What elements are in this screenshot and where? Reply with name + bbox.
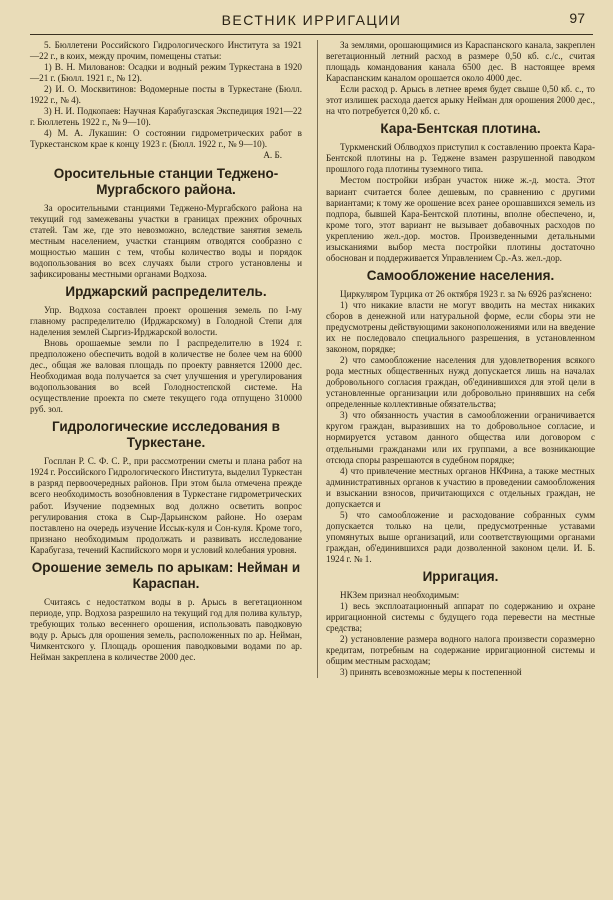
paragraph: 2) И. О. Москвитинов: Водомерные посты в Туркестане (Бюлл. 1922 г., № 4). xyxy=(30,84,302,106)
paragraph: 2) что самообложение населения для удовлетворения всякого рода местных общественных нужд допускается лишь на началах добровольного согласия граждан, об'единившихся для этой цели в установленные организации или добровольно принявших на себя определенные коллективные обязательства; xyxy=(326,355,595,410)
paragraph: 2) установление размера водного налога произвести соразмерно кредитам, потребным на содержание ирригационной системы и общим местным расходам; xyxy=(326,634,595,667)
journal-title: ВЕСТНИК ИРРИГАЦИИ xyxy=(221,12,402,28)
right-column xyxy=(317,40,595,678)
paragraph: 1) весь эксплоатационный аппарат по содержанию и охране ирригационной системы с будущего года перевести на местные средства; xyxy=(326,601,595,634)
section-heading: Кара-Бентская плотина. xyxy=(380,121,541,137)
paragraph: Вновь орошаемые земли по I распределителю в 1924 г. предположено обеспечить водой в количестве не более чем на 6000 дес., общая же валовая площадь по проекту равняется 12000 дес. Необходимая вода получается за счет улучшения и урегулирования водопользования во всей Голодностепской системе. На осуществление проекта по смете текущего года отпущено 310000 руб. зол. xyxy=(30,337,302,415)
paragraph: НКЗем признал необходимым: xyxy=(340,590,460,601)
section-heading: Гидрологические исследования в Туркестане. xyxy=(52,419,280,451)
paragraph: Циркуляром Турцика от 26 октября 1923 г. за № 6926 раз'яснено: xyxy=(340,288,592,299)
section-heading: Оросительные станции Теджено-Мургабского района. xyxy=(53,165,279,197)
paragraph: 3) что обязанность участия в самообложении ограничивается кругом граждан, выразивших на то добровольное согласие, и нормируется уставом данного общества или договором с отдельными гражданами или их группами, а все возникающие отсюда споры разрешаются в судебном порядке; xyxy=(326,410,595,465)
paragraph: 3) Н. И. Подкопаев: Научная Карабугазская Экспедиция 1921—22 г. Бюллетень 1922 г., № 9—10). xyxy=(30,106,302,128)
running-header xyxy=(30,0,593,35)
section-heading: Ирджарский распределитель. xyxy=(65,283,267,299)
paragraph: 1) В. Н. Милованов: Осадки и водный режим Туркестана в 1920—21 г. (Бюлл. 1921 г., № 12). xyxy=(30,62,302,84)
paragraph: Местом постройки избран участок ниже ж.-д. моста. Этот вариант считается более дешевым, по сравнению с другими вариантами; к тому же орошение всех ранее орошавшихся земель из подпора, бывшей Кара-Бентской плотины, вполне обеспечено, и, кроме того, этот вариант не вызывает добавочных расходов по укреплению жел.-дор. мостов. Произведенными детальными изысканиями выбор места постройки плотины достаточно обоснован и поддерживается Управлением Ср.-Аз. жел.-дор. xyxy=(326,175,595,263)
paragraph: Считаясь с недостатком воды в р. Арысь в вегетационном периоде, упр. Водхоза разрешило на текущий год для полива культур, требующих только весеннего орошения, использовать паводковую воду р. Арысь для орошения земель, расположенных по ар. Нейман, Чимкентского у. Площадь орошения паводковыми водами по ар. Нейман закреплена в количестве 2000 дес. xyxy=(30,596,302,662)
paragraph: Упр. Водхоза составлен проект орошения земель по I-му главному распределителю (Ирджарскому) в Голодной Степи для наделения землей Сыргиз-Ирджарской волости. xyxy=(30,304,302,337)
section-heading: Самообложение населения. xyxy=(366,267,555,283)
paragraph: Туркменский Облводхоз приступил к составлению проекта Кара-Бентской плотины на р. Теджене взамен разрушенной паводком прошлого года плотины туземного типа. xyxy=(326,142,595,175)
paragraph: 5) что самообложение и расходование собранных сумм допускается только на цели, предусмотренные уставами упомянутых выше организаций, или соответствующими органами граждан, об'единившихся ради дозволенной законом цели. И. Б. 1924 г. № 1. xyxy=(326,509,595,564)
section-heading: Ирригация. xyxy=(422,569,499,585)
paragraph: Если расход р. Арысь в летнее время будет свыше 0,50 кб. с., то этот излишек расхода дается арыку Нейман для орошения 2000 дес., на что потребуется 0,20 кб. с. xyxy=(326,84,595,117)
paragraph: 4) М. А. Лукашин: О состоянии гидрометрических работ в Туркестанском крае к концу 1923 г. (Бюлл. 1922 г., № 9—10). xyxy=(30,128,302,150)
paragraph: 3) принять всевозможные меры к постепенной xyxy=(340,667,522,678)
two-column-body xyxy=(30,40,595,678)
paragraph: Госплан Р. С. Ф. С. Р., при рассмотрении сметы и плана работ на 1924 г. Российского Гидрологического Института, выделил Туркестан в разряд первоочередных районов. При этом была отмечена прежде всего необходимость возобновления в Туркестане гидрометрических работ. Изучение подземных вод должно осветить вопрос регулирования стока в Сыр-Дарьинском районе. Но озерам поставлено на очередь изучение Иссык-куля и Сон-куля. Кроме того, признано необходимым продолжать и развивать исследование Карабугаза, течений Каспийского моря и условий колебания уровня. xyxy=(30,456,303,555)
paragraph: За землями, орошающимися из Караспанского канала, закреплен вегетационный летний расход в размере 0,50 кб. с./с., считая площадь командования канала 6500 дес. В настоящее время Караспанским каналом орошается около 4000 дес. xyxy=(326,40,595,84)
paragraph: 4) что привлечение местных органов НКФина, а также местных административных органов к участию в проведении самообложения и взыскании взносов, причитающихся с отдельных граждан, не допускается и xyxy=(326,465,595,509)
left-column xyxy=(30,40,302,678)
page-number: 97 xyxy=(569,10,585,26)
paragraph: 1) что никакие власти не могут вводить на местах никаких сборов в денежной или натуральной форме, если сборы эти не предусмотрены действующими законоположениями или на введение их не последовало специального разрешения, в установленном законом, порядке; xyxy=(326,299,595,355)
section-heading: Орошение земель по арыкам: Нейман и Карaспан. xyxy=(31,559,301,591)
paragraph: За оросительными станциями Теджено-Мургабского района на текущий год замежеваны участки в границах прежних оброчных статей. Там же, где это невозможно, вследствие занятия земель местным населением, участки станциям отводятся сообразно с мощностью машин с тем, чтобы количество воды и порядок водопользования во всех случаях были строго установлены и зафиксированы местными органами Водхоза. xyxy=(30,202,302,279)
paragraph: 5. Бюллетени Российского Гидрологического Института за 1921—22 г., в коих, между прочим, помещены статьи: xyxy=(30,40,302,62)
author-signature: А. Б. xyxy=(263,150,282,161)
